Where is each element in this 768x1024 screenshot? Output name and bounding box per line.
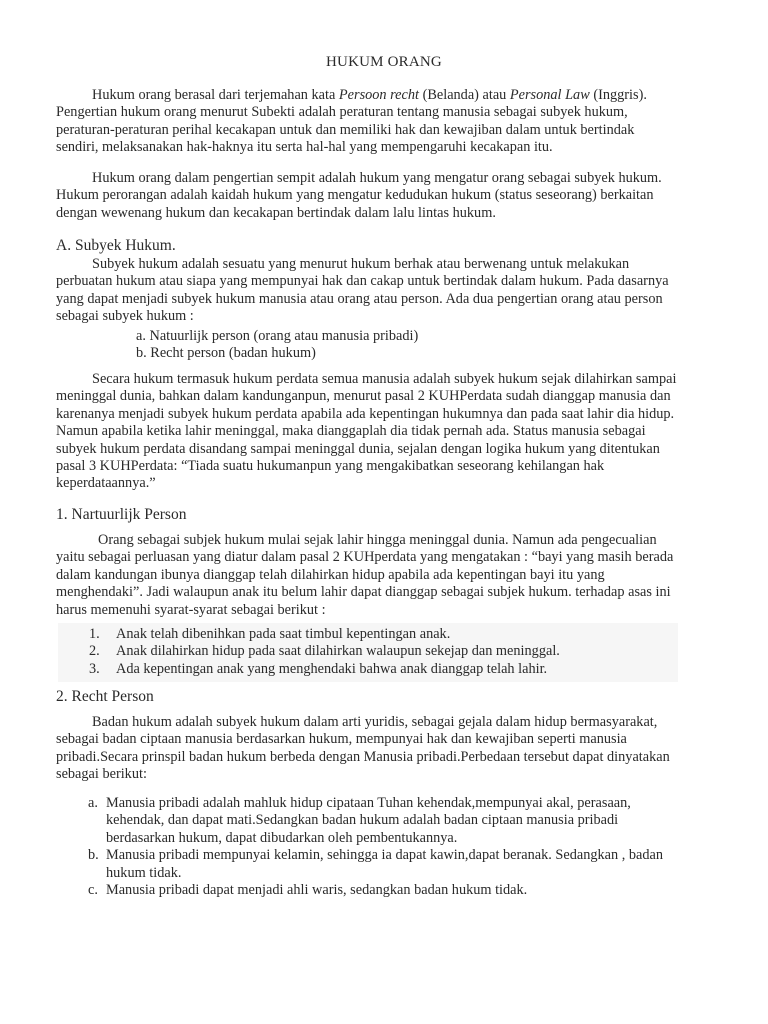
- requirements-list: [58, 623, 678, 682]
- list-text: Manusia pribadi mempunyai kelamin, sehingga ia dapat kawin,dapat beranak. Sedangkan , badan hukum tidak.: [106, 847, 664, 881]
- list-item: [58, 661, 678, 678]
- intro-text-3: (Inggris). Pengertian hukum orang menurut Subekti adalah peraturan tentang manusia sebagai subyek hukum, peraturan-peraturan perihal kecakapan untuk dan memiliki hak dan kewajiban dalam untuk bertindak sendiri, melaksanakan hak-haknya itu serta hal-hal yang mempengaruhi kecakapan itu.: [56, 87, 647, 156]
- list-item: [88, 882, 678, 899]
- section-2-paragraph: [56, 714, 678, 784]
- list-item: [58, 643, 678, 660]
- person-type-list: [136, 328, 418, 363]
- list-label: b.: [88, 847, 99, 864]
- section-a-paragraph-2: [56, 371, 678, 493]
- list-text: Manusia pribadi adalah mahluk hidup cipataan Tuhan kehendak,mempunyai akal, perasaan, kehendak, dan dapat mati.Sedangkan badan hukum adalah badan ciptaan manusia pribadi berdasarkan hukum, dapat dibudarkan oleh pembentukannya.: [106, 795, 631, 846]
- list-number: 2.: [89, 643, 100, 660]
- section-a-paragraph-1: [56, 256, 678, 326]
- intro-paragraph-2: [56, 170, 678, 222]
- section-1-paragraph: [56, 532, 678, 619]
- list-item: [88, 795, 678, 847]
- list-item: [58, 626, 678, 643]
- intro-paragraph-2-text: Hukum orang dalam pengertian sempit adalah hukum yang mengatur orang sebagai subyek hukum. Hukum perorangan adalah kaidah hukum yang mengatur kedudukan hukum (status seseorang) berkaitan dengan wewenang hukum dan kecakapan bertindak dalam lalu lintas hukum.: [56, 170, 662, 221]
- list-label: c.: [88, 882, 98, 899]
- document-title: HUKUM ORANG: [326, 54, 442, 70]
- section-2-paragraph-text: Badan hukum adalah subyek hukum dalam arti yuridis, sebagai gejala dalam hidup bermasyarakat, sebagai badan ciptaan manusia berdasarkan hukum, mempunyai hak dan kewajiban seperti manusia pribadi.Secara prinspil badan hukum berbeda dengan Manusia pribadi.Perbedaan tersebut dapat dinyatakan sebagai berikut:: [56, 714, 670, 783]
- section-a-paragraph-2-text: Secara hukum termasuk hukum perdata semua manusia adalah subyek hukum sejak dilahirkan sampai meninggal dunia, bahkan dalam kandunganpun, menurut pasal 2 KUHPerdata sudah dianggap manusia dan karenanya menjadi subyek hukum perdata apabila ada kepentingan hukumnya dan pada saat lahir dia hidup. Namun apabila ketika lahir meninggal, maka dianggaplah dia tidak pernah ada. Status manusia sebagai subyek hukum perdata disandang sampai meninggal dunia, sejalan dengan logika hukum yang ditentukan pasal 3 KUHPerdata: “Tiada suatu hukumanpun yang mengakibatkan seseorang kehilangan hak keperdataannya.”: [56, 371, 677, 492]
- section-1-paragraph-text: Orang sebagai subjek hukum mulai sejak lahir hingga meninggal dunia. Namun ada pengecualian yaitu sebagai perluasan yang diatur dalam pasal 2 KUHperdata yang mengatakan : “bayi yang masih berada dalam kandungan ibunya dianggap telah dilahirkan hidup apabila ada kepentingan bayi itu yang menghendaki”. Jadi walaupun anak itu belum lahir dapat dianggap sebagai subjek hukum. terhadap asas ini harus memenuhi syarat-syarat sebagai berikut :: [56, 532, 674, 618]
- term-persoon-recht: Persoon recht: [338, 87, 419, 103]
- list-text: Anak telah dibenihkan pada saat timbul kepentingan anak.: [116, 626, 451, 642]
- differences-list: [88, 795, 678, 899]
- section-a-heading: A. Subyek Hukum.: [56, 237, 176, 254]
- list-text: Anak dilahirkan hidup pada saat dilahirkan walaupun sekejap dan meninggal.: [116, 643, 560, 660]
- list-number: 3.: [89, 660, 100, 677]
- intro-text-2: (Belanda) atau: [419, 87, 510, 103]
- person-type-b: b. Recht person (badan hukum): [136, 345, 316, 362]
- list-number: 1.: [89, 626, 100, 642]
- section-a-paragraph-1-text: Subyek hukum adalah sesuatu yang menurut hukum berhak atau berwenang untuk melakukan perbuatan hukum atau siapa yang mempunyai hak dan cakap untuk bertindak dalam hukum. Pada dasarnya yang dapat menjadi subyek hukum manusia atau orang atau person. Ada dua pengertian orang atau person sebagai subyek hukum :: [56, 256, 669, 325]
- section-1-heading: 1. Nartuurlijk Person: [56, 506, 187, 523]
- list-label: a.: [88, 795, 98, 811]
- intro-text-1: Hukum orang berasal dari terjemahan kata: [92, 87, 339, 103]
- list-item: [88, 847, 678, 882]
- intro-paragraph-1: [56, 87, 678, 157]
- term-personal-law: Personal Law: [509, 87, 590, 103]
- list-text: Manusia pribadi dapat menjadi ahli waris, sedangkan badan hukum tidak.: [106, 882, 528, 899]
- person-type-a: a. Natuurlijk person (orang atau manusia pribadi): [136, 328, 419, 344]
- list-text: Ada kepentingan anak yang menghendaki bahwa anak dianggap telah lahir.: [116, 660, 548, 677]
- section-2-heading: 2. Recht Person: [56, 688, 154, 705]
